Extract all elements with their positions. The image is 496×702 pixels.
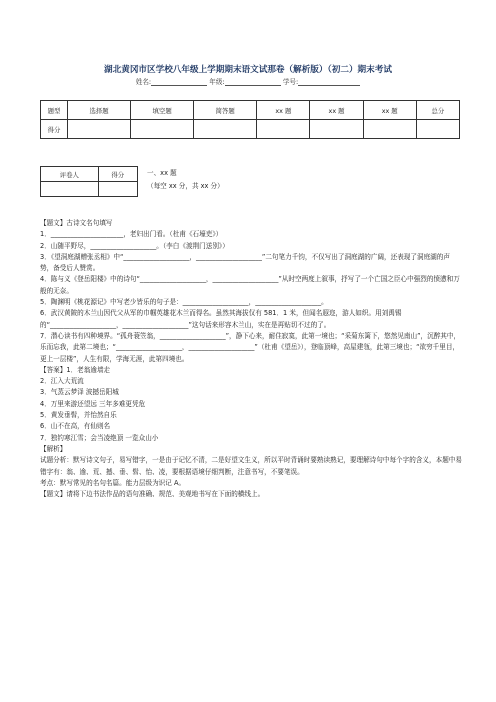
grader-table (40, 166, 138, 197)
number-blank[interactable] (298, 78, 360, 86)
score-cell[interactable] (416, 120, 459, 139)
content-line: 3．气蒸云梦泽 波撼岳阳城 (40, 388, 119, 397)
content-line: 试题分析：默写诗文句子，易写错字，一是由于记忆不清，二是好望文生义，所以平时背诵时要熟读熟记，要理解诗句中每个字的含义，本题中易错字有：翁、逾、荒、撼、垂、髫、怡、凌，要根据语境仔细判断，注意书写，不要笔误。 (40, 456, 462, 476)
content-line: 【答案】1．老翁逾墙走 (40, 365, 111, 374)
score-table-header-cell: xx 题 (257, 101, 310, 120)
student-info-line (0, 76, 496, 86)
grader-cell[interactable] (41, 182, 99, 197)
grader-label: 评卷人 (41, 167, 99, 182)
section-note: （每空 xx 分，共 xx 分） (147, 182, 224, 190)
content-line: 【解析】 (40, 444, 67, 453)
score-table-header-cell: xx 题 (310, 101, 363, 120)
section-title: 一、xx 题 (147, 169, 177, 177)
score-table-header-row (41, 101, 460, 120)
section-heading (147, 167, 224, 193)
content-line: 6．武汉黄陂的木兰山因代父从军的巾帼英雄花木兰而得名。虽然其海拔仅有 581．1 米，但闻名遐迩，游人如织。用刘禹锡的“____________________，____________________”这句话来形容木兰山，实在是再贴切不过的了。 (40, 309, 402, 329)
grader-table-input-row (41, 182, 138, 197)
content-line: 2．江入大荒流 (40, 377, 84, 386)
content-line: 7．潜心读书有四种境界。“孤舟蓑笠翁，____________________”，静下心来，耐住寂寞，此第一境也；“采菊东篱下，悠然见南山”，沉醉其中，乐而忘我，此第二境也；“____________________，____________________”（杜甫《望岳》），登临顶峰，高屋建瓴，此第三境也；“欲穷千里目，更上一层楼”，人生有限，学海无涯，此第四境也。 (40, 331, 461, 363)
score-table (40, 100, 460, 139)
grade-label: 年级: (209, 78, 225, 86)
score-cell[interactable] (68, 120, 131, 139)
score-table-score-row (41, 120, 460, 139)
content-line: 【题文】古诗文名句填写 (40, 219, 113, 227)
score-table-header-cell: 选择题 (68, 101, 131, 120)
score-table-header-cell: 简答题 (194, 101, 257, 120)
score-table-header-cell: 总分 (416, 101, 459, 120)
score-row-label: 得分 (41, 120, 68, 139)
page-title: 湖北黄冈市区学校八年级上学期期末语文试那卷（解析版）（初二）期末考试 (104, 65, 392, 75)
number-label: 学号: (282, 78, 299, 86)
content-line: 4．万里来游还望远 三年多难更凭危 (40, 399, 146, 408)
content-line: 2．山随平野尽，____________________。（李白《渡荆门送别》） (40, 241, 229, 250)
score-table-header-cell: 题型 (41, 101, 68, 120)
content-line: 4．陈与义《登岳阳楼》中的诗句“____________________，____________________”从时空两度上叙事，抒写了一个亡国之臣心中强烈的愤懑和万般的无奈。 (40, 275, 460, 295)
name-blank[interactable] (151, 78, 207, 86)
grader-table-header-row (41, 167, 138, 182)
score-cell[interactable] (194, 120, 257, 139)
score-cell[interactable] (257, 120, 310, 139)
content-line: 7．独钓寒江雪；会当凌绝顶 一览众山小 (40, 433, 159, 442)
content-line: 6．山不在高，有仙则名 (40, 422, 111, 431)
content-line: 5．陶渊明《桃花源记》中写老少皆乐的句子是：____________________，____________________。 (40, 298, 328, 307)
content-line: 3．《望洞庭湖赠张丞相》中“____________________，____________________”二句笔力千钧，不仅写出了洞庭湖的广阔，还表现了洞庭湖的声势，备受后人赞赏。 (40, 252, 450, 273)
score-table-header-cell: xx 题 (363, 101, 416, 120)
score-cell[interactable] (363, 120, 416, 139)
content-line: 【题文】请将下边书法作品的语句准确、规范、美观地书写在下面的横线上。 (40, 490, 265, 499)
score-cell[interactable] (310, 120, 363, 139)
question-content (40, 218, 462, 500)
score-table-header-cell: 填空题 (131, 101, 194, 120)
content-line: 1．______________________，老妇出门看。（杜甫《石壕吏》） (40, 230, 223, 239)
score-cell[interactable] (131, 120, 194, 139)
grader-score-cell[interactable] (98, 182, 137, 197)
name-label: 姓名: (135, 78, 152, 86)
content-line: 考点：默写常见的名句名篇。能力层级为识记 A。 (40, 478, 186, 487)
grade-blank[interactable] (225, 78, 281, 86)
grader-score-label: 得分 (98, 167, 137, 182)
content-line: 5．黄发垂髫，并怡然自乐 (40, 411, 117, 420)
